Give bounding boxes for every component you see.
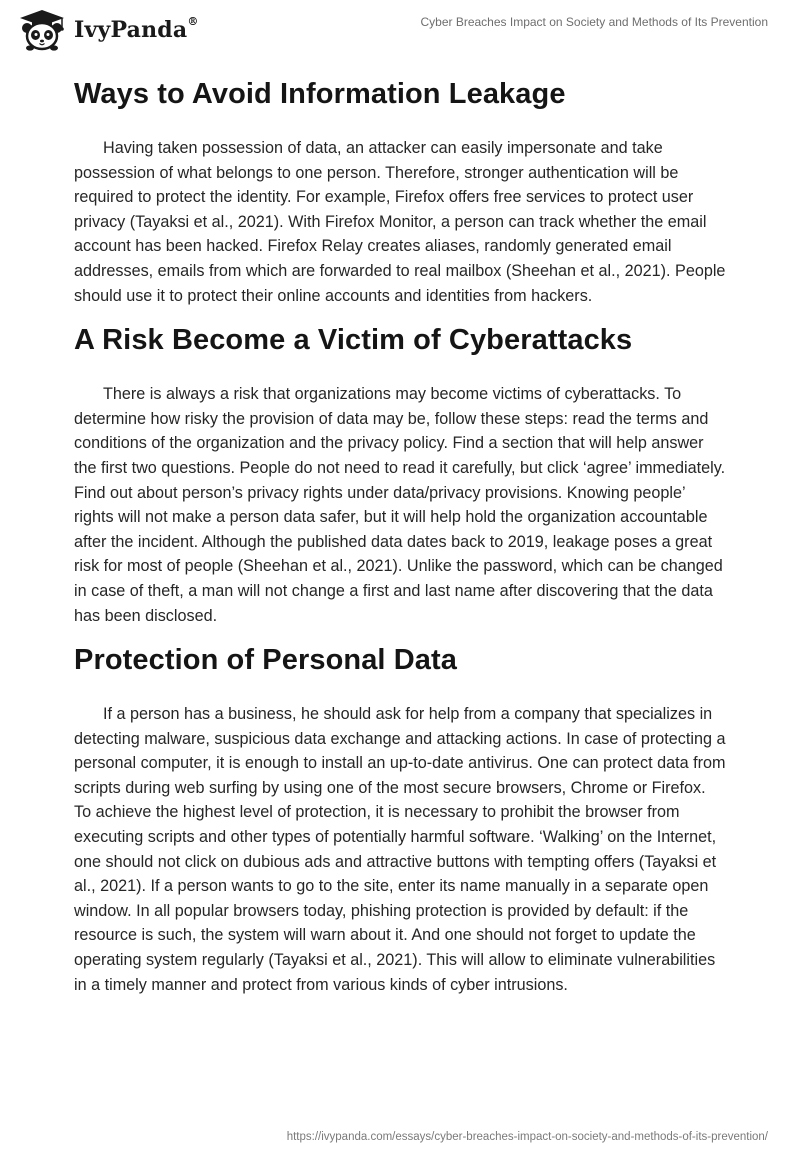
- document-title: Cyber Breaches Impact on Society and Methods of Its Prevention: [420, 15, 768, 29]
- panda-graduate-icon: [14, 8, 70, 52]
- brand-logo[interactable]: [14, 8, 199, 52]
- brand-name: IvyPanda®: [74, 15, 199, 43]
- essay-body: [74, 70, 726, 997]
- section-paragraph-risk-of-cyberattacks: There is always a risk that organizations may become victims of cyberattacks. To determine how risky the provision of data may be, follow these steps: read the terms and conditions of the organization and the privacy policy. Find a section that will help answer the first two questions. People do not need to read it carefully, but click ‘agree’ immediately. Find out about person’s privacy rights under data/privacy provisions. Knowing people’ rights will not make a person data safer, but it will help hold the organization accountable after the incident. Although the published data dates back to 2019, leakage poses a great risk for most of people (Sheehan et al., 2021). Unlike the password, which can be changed in case of theft, a man will not change a first and last name after discovering that the data has been disclosed.: [74, 385, 726, 625]
- section-paragraph-protection-of-personal-data: If a person has a business, he should ask for help from a company that specializes in detecting malware, suspicious data exchange and attacking actions. In case of protecting a personal computer, it is enough to install an up-to-date antivirus. One can protect data from scripts during web surfing by using one of the most secure browsers, Chrome or Firefox. To achieve the highest level of protection, it is necessary to prohibit the browser from executing scripts and other types of potentially harmful software. ‘Walking’ on the Internet, one should not click on dubious ads and attractive buttons with tempting offers (Tayaksi et al., 2021). If a person wants to go to the site, enter its name manually in a separate open window. In all popular browsers today, phishing protection is provided by default: if the resource is such, the system will warn about it. And one should not forget to update the operating system regularly (Tayaksi et al., 2021). This will allow to eliminate vulnerabilities in a timely manner and protect from various kinds of cyber intrusions.: [74, 705, 726, 994]
- section-paragraph-ways-to-avoid-leakage: Having taken possession of data, an attacker can easily impersonate and take possession of what belongs to one person. Therefore, stronger authentication will be required to protect the identity. For example, Firefox offers free services to protect user privacy (Tayaksi et al., 2021). With Firefox Monitor, a person can track whether the email account has been hacked. Firefox Relay creates aliases, randomly generated email addresses, emails from which are forwarded to real mailbox (Sheehan et al., 2021). People should use it to protect their online accounts and identities from hackers.: [74, 139, 726, 305]
- section-heading-ways-to-avoid-leakage: Ways to Avoid Information Leakage: [74, 78, 566, 110]
- section-heading-risk-of-cyberattacks: A Risk Become a Victim of Cyberattacks: [74, 324, 633, 357]
- page-header: [0, 0, 800, 56]
- source-url[interactable]: https://ivypanda.com/essays/cyber-breaches-impact-on-society-and-methods-of-its-prevention/: [286, 1131, 768, 1143]
- section-heading-protection-of-personal-data: Protection of Personal Data: [74, 644, 457, 677]
